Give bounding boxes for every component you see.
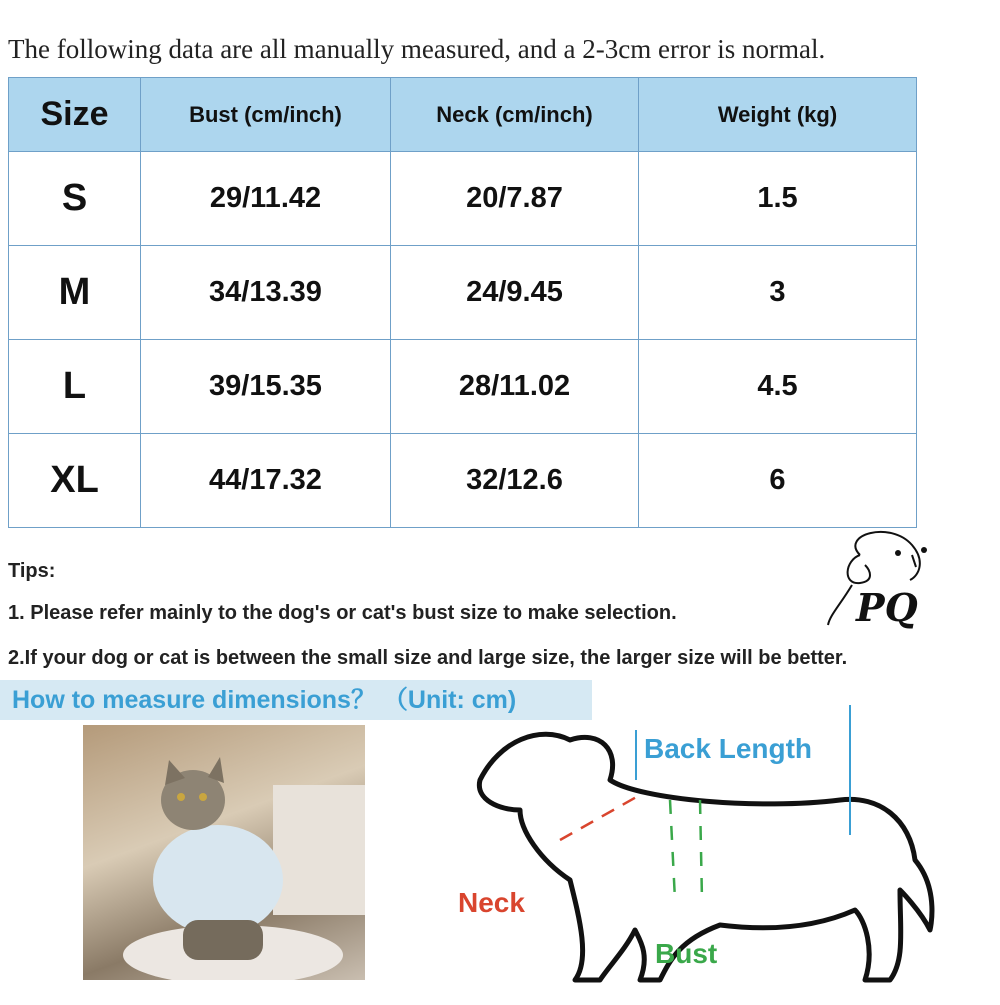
cell-bust: 34/13.39 bbox=[141, 246, 391, 340]
cat-in-vest-image bbox=[83, 725, 365, 980]
table-row bbox=[9, 246, 917, 340]
cell-size: L bbox=[9, 340, 141, 434]
table-header-row bbox=[9, 78, 917, 152]
measure-title: How to measure dimensions？ （Unit: cm) bbox=[0, 680, 592, 720]
measurement-note: The following data are all manually measured, and a 2-3cm error is normal. bbox=[8, 34, 826, 64]
tip-2: 2.If your dog or cat is between the small size and large size, the larger size will be better. bbox=[8, 647, 848, 669]
table-row bbox=[9, 434, 917, 528]
header-bust: Bust (cm/inch) bbox=[141, 78, 391, 152]
label-bust: Bust bbox=[655, 938, 718, 969]
cell-weight: 4.5 bbox=[639, 340, 917, 434]
cell-neck: 32/12.6 bbox=[391, 434, 639, 528]
header-weight: Weight (kg) bbox=[639, 78, 917, 152]
logo-text: PQ bbox=[856, 585, 918, 630]
header-size: Size bbox=[9, 78, 141, 152]
cell-bust: 29/11.42 bbox=[141, 152, 391, 246]
cell-weight: 6 bbox=[639, 434, 917, 528]
cell-bust: 44/17.32 bbox=[141, 434, 391, 528]
cell-weight: 3 bbox=[639, 246, 917, 340]
cell-neck: 24/9.45 bbox=[391, 246, 639, 340]
label-back-length: Back Length bbox=[644, 733, 813, 764]
cell-bust: 39/15.35 bbox=[141, 340, 391, 434]
table-row bbox=[9, 152, 917, 246]
cell-weight: 1.5 bbox=[639, 152, 917, 246]
cell-neck: 20/7.87 bbox=[391, 152, 639, 246]
header-neck: Neck (cm/inch) bbox=[391, 78, 639, 152]
tips-title: Tips: bbox=[8, 560, 56, 582]
cell-size: M bbox=[9, 246, 141, 340]
cat-photo bbox=[83, 725, 365, 980]
cell-size: S bbox=[9, 152, 141, 246]
tip-1: 1. Please refer mainly to the dog's or cat's bust size to make selection. bbox=[8, 602, 677, 624]
label-neck: Neck bbox=[458, 887, 525, 918]
pq-logo bbox=[820, 525, 940, 635]
cell-neck: 28/11.02 bbox=[391, 340, 639, 434]
table-row bbox=[9, 340, 917, 434]
cell-size: XL bbox=[9, 434, 141, 528]
size-table bbox=[8, 77, 917, 528]
